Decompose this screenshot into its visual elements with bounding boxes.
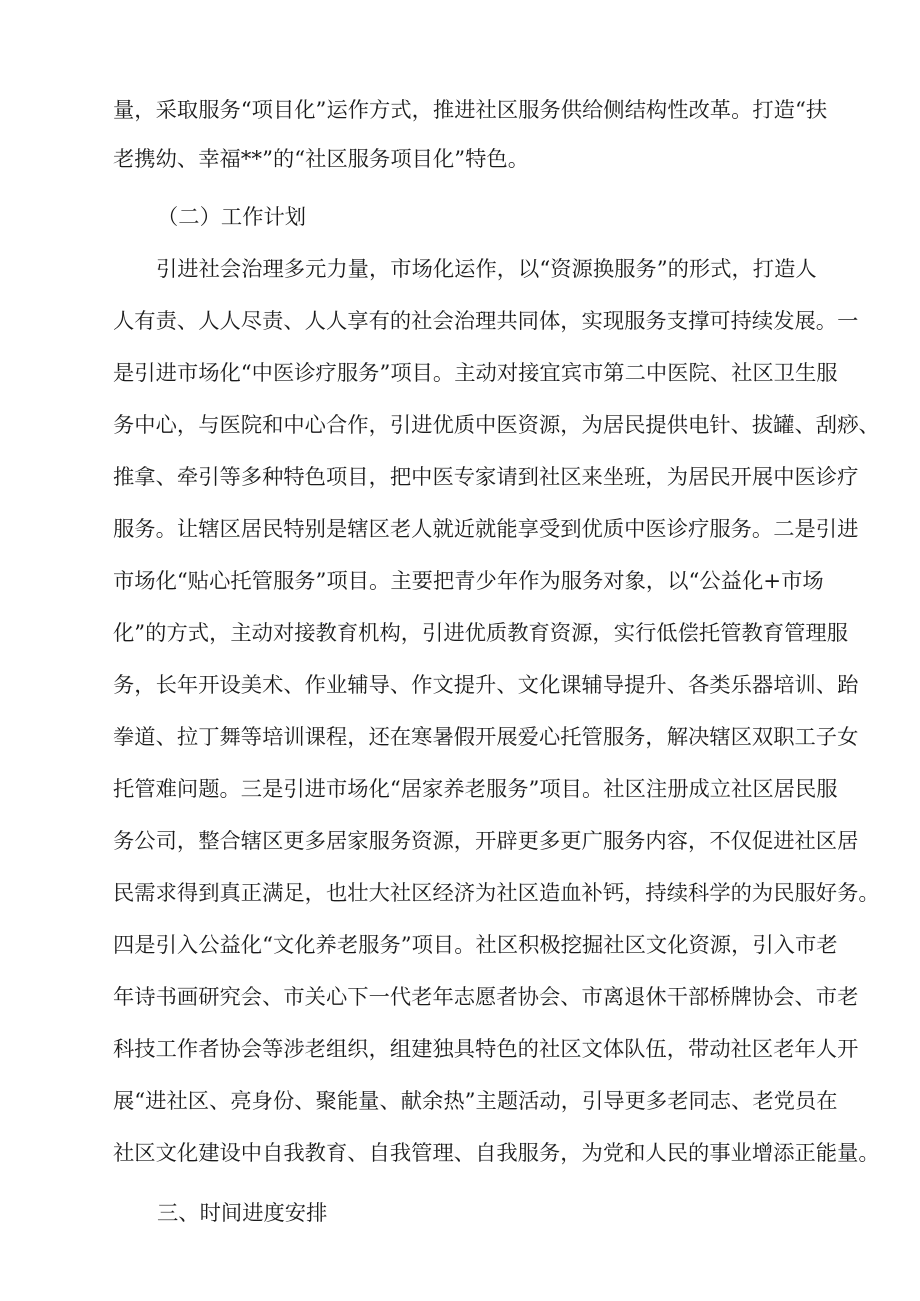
paragraph-2-line-7: 市场化“贴心托管服务”项目。主要把青少年作为服务对象，以“公益化+市场 <box>113 569 824 594</box>
paragraph-2-line-12: 务公司，整合辖区更多居家服务资源，开辟更多更广服务内容，不仅促进社区居 <box>113 829 859 854</box>
section-heading-schedule: 三、时间进度安排 <box>157 1201 328 1226</box>
paragraph-2-line-14: 四是引入公益化“文化养老服务”项目。社区积极挖掘社区文化资源，引入市老 <box>113 933 838 958</box>
paragraph-2-line-11: 托管难问题。三是引进市场化“居家养老服务”项目。社区注册成立社区居民服 <box>113 777 838 802</box>
paragraph-2-line-6: 服务。让辖区居民特别是辖区老人就近就能享受到优质中医诊疗服务。二是引进 <box>113 517 859 542</box>
paragraph-2-line-10: 拳道、拉丁舞等培训课程，还在寒暑假开展爱心托管服务，解决辖区双职工子女 <box>113 725 859 750</box>
paragraph-2-line-3: 是引进市场化“中医诊疗服务”项目。主动对接宜宾市第二中医院、社区卫生服 <box>113 361 838 386</box>
paragraph-1-line-2: 老携幼、幸福**”的“社区服务项目化”特色。 <box>113 147 530 172</box>
paragraph-2-line-1: 引进社会治理多元力量，市场化运作，以“资源换服务”的形式，打造人 <box>156 257 817 282</box>
paragraph-2-line-9: 务，长年开设美术、作业辅导、作文提升、文化课辅导提升、各类乐器培训、跆 <box>113 673 859 698</box>
paragraph-2-line-4: 务中心，与医院和中心合作，引进优质中医资源，为居民提供电针、拔罐、刮痧、 <box>113 413 880 438</box>
paragraph-2-line-2: 人有责、人人尽责、人人享有的社会治理共同体，实现服务支撑可持续发展。一 <box>113 309 859 334</box>
paragraph-2-line-8: 化”的方式，主动对接教育机构，引进优质教育资源，实行低偿托管教育管理服 <box>113 621 848 646</box>
paragraph-2-line-13: 民需求得到真正满足，也壮大社区经济为社区造血补钙，持续科学的为民服好务。 <box>113 881 880 906</box>
section-heading-work-plan: （二）工作计划 <box>157 205 307 230</box>
paragraph-2-line-17: 展“进社区、亮身份、聚能量、献余热”主题活动，引导更多老同志、老党员在 <box>113 1089 838 1114</box>
paragraph-1-line-1: 量，采取服务“项目化”运作方式，推进社区服务供给侧结构性改革。打造“扶 <box>113 98 828 123</box>
paragraph-2-line-18: 社区文化建设中自我教育、自我管理、自我服务，为党和人民的事业增添正能量。 <box>113 1141 880 1166</box>
paragraph-2-line-15: 年诗书画研究会、市关心下一代老年志愿者协会、市离退休干部桥牌协会、市老 <box>113 985 859 1010</box>
paragraph-2-line-5: 推拿、牵引等多种特色项目，把中医专家请到社区来坐班，为居民开展中医诊疗 <box>113 465 859 490</box>
paragraph-2-line-16: 科技工作者协会等涉老组织，组建独具特色的社区文体队伍，带动社区老年人开 <box>113 1037 859 1062</box>
